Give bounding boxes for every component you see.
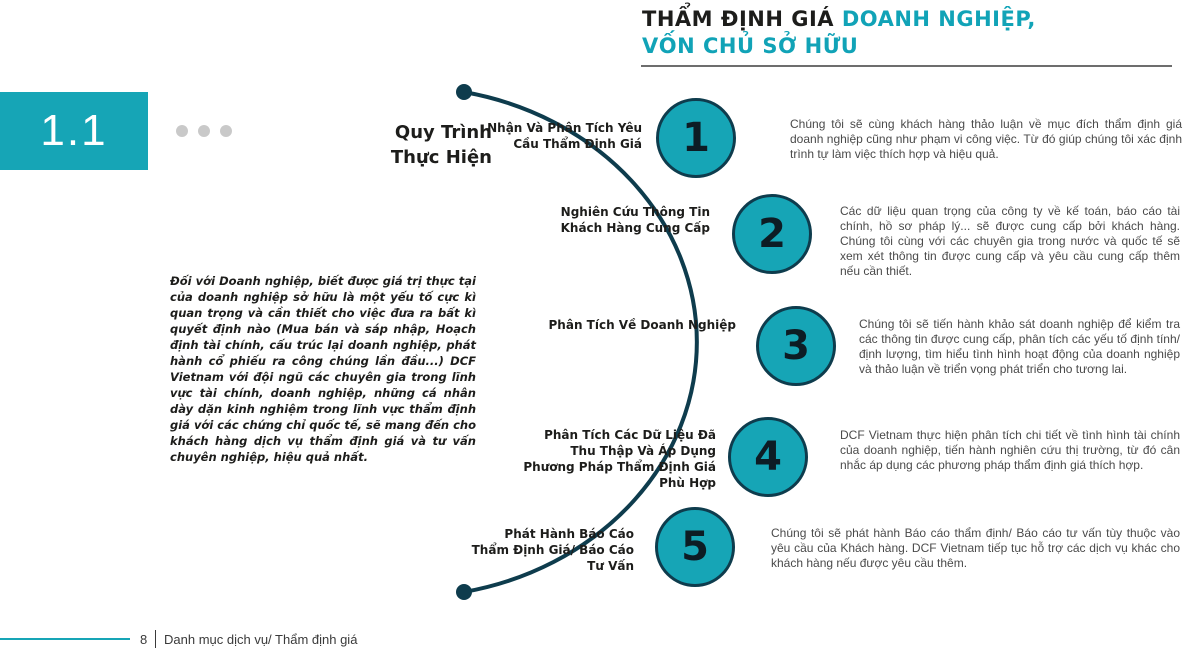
title-accent-1: DOANH NGHIỆP, <box>841 7 1036 31</box>
arc-end-dot <box>456 584 472 600</box>
step-5-label: Phát Hành Báo Cáo Thẩm Định Giá/ Báo Cáo Tư Vấn <box>471 527 634 573</box>
step-4-circle: 4 <box>728 417 808 497</box>
step-2-label: Nghiên Cứu Thông Tin Khách Hàng Cung Cấp <box>560 205 710 235</box>
intro-paragraph: Đối với Doanh nghiệp, biết được giá trị thực tại của doanh nghiệp sở hữu là một yếu tố cực kì quan trọng và cần thiết cho việc đưa ra bất kì quyết định nào (Mua bán và sáp nhập, Hoạch định tài chính, cấu trúc lại doanh nghiệp, phát hành cổ phiếu ra công chúng lần đầu...) DCF Vietnam với đội ngũ các chuyên gia trong lĩnh vực tài chính, doanh nghiệp, những cá nhân dày dặn kinh nghiệm trong lĩnh vực thẩm định giá với các chứng chỉ quốc tế, sẽ mang đến cho khách hàng dịch vụ thẩm định giá và tư vấn chuyên nghiệp, hiệu quả nhất. <box>170 274 476 464</box>
footer-text: Danh mục dịch vụ/ Thẩm định giá <box>164 632 358 647</box>
step-4-description: DCF Vietnam thực hiện phân tích chi tiết về tình hình tài chính của doanh nghiệp, tiến hành nghiên cứu thị trường, từ đó cân nhắc áp dụng các phương pháp thẩm định giá thích hợp. <box>840 428 1180 472</box>
arc-start-dot <box>456 84 472 100</box>
step-3-label: Phân Tích Về Doanh Nghiệp <box>548 318 736 332</box>
step-1-label: Nhận Và Phân Tích Yêu Cầu Thẩm Định Giá <box>487 121 642 151</box>
step-1-description: Chúng tôi sẽ cùng khách hàng thảo luận về mục đích thẩm định giá doanh nghiệp cũng như phạm vi công việc. Từ đó giúp chúng tôi xác định trình tự làm việc thích hợp và hiệu quả. <box>790 117 1182 161</box>
footer-separator <box>155 630 156 648</box>
arc-line <box>464 92 697 592</box>
process-heading-line1: Quy Trình <box>394 122 492 143</box>
step-1-circle: 1 <box>656 98 736 178</box>
step-3-description: Chúng tôi sẽ tiến hành khảo sát doanh nghiệp để kiểm tra các thông tin được cung cấp, phân tích các yếu tố định tính/định lượng, tìm hiểu tình hình hoạt động của doanh nghiệp và thảo luận về triển vọng phát triển cho tương lai. <box>859 317 1180 376</box>
step-2-description: Các dữ liệu quan trọng của công ty về kế toán, báo cáo tài chính, hồ sơ pháp lý... sẽ được cung cấp bởi khách hàng. Chúng tôi cùng với các chuyên gia trong nước và quốc tế sẽ xem xét thông tin được cung cấp và yêu cầu cung cấp thêm nếu cần thiết. <box>840 204 1180 278</box>
step-5-description: Chúng tôi sẽ phát hành Báo cáo thẩm định/ Báo cáo tư vấn tùy thuộc vào yêu cầu của Khách hàng. DCF Vietnam tiếp tục hỗ trợ các dịch vụ khác cho khách hàng nếu được yêu cầu thêm. <box>771 526 1180 570</box>
title-accent-2: VỐN CHỦ SỞ HỮU <box>642 34 859 58</box>
step-5-circle: 5 <box>655 507 735 587</box>
step-4-label: Phân Tích Các Dữ Liệu Đã Thu Thập Và Áp Dụng Phương Pháp Thẩm Định Giá Phù Hợp <box>523 428 716 490</box>
process-heading-line2: Thực Hiện <box>390 147 492 168</box>
title-dark: THẨM ĐỊNH GIÁ <box>642 7 835 31</box>
step-2-circle: 2 <box>732 194 812 274</box>
footer-accent-line <box>0 638 130 640</box>
section-number-badge: 1.1 <box>0 92 148 170</box>
step-3-circle: 3 <box>756 306 836 386</box>
page-number: 8 <box>140 632 148 647</box>
